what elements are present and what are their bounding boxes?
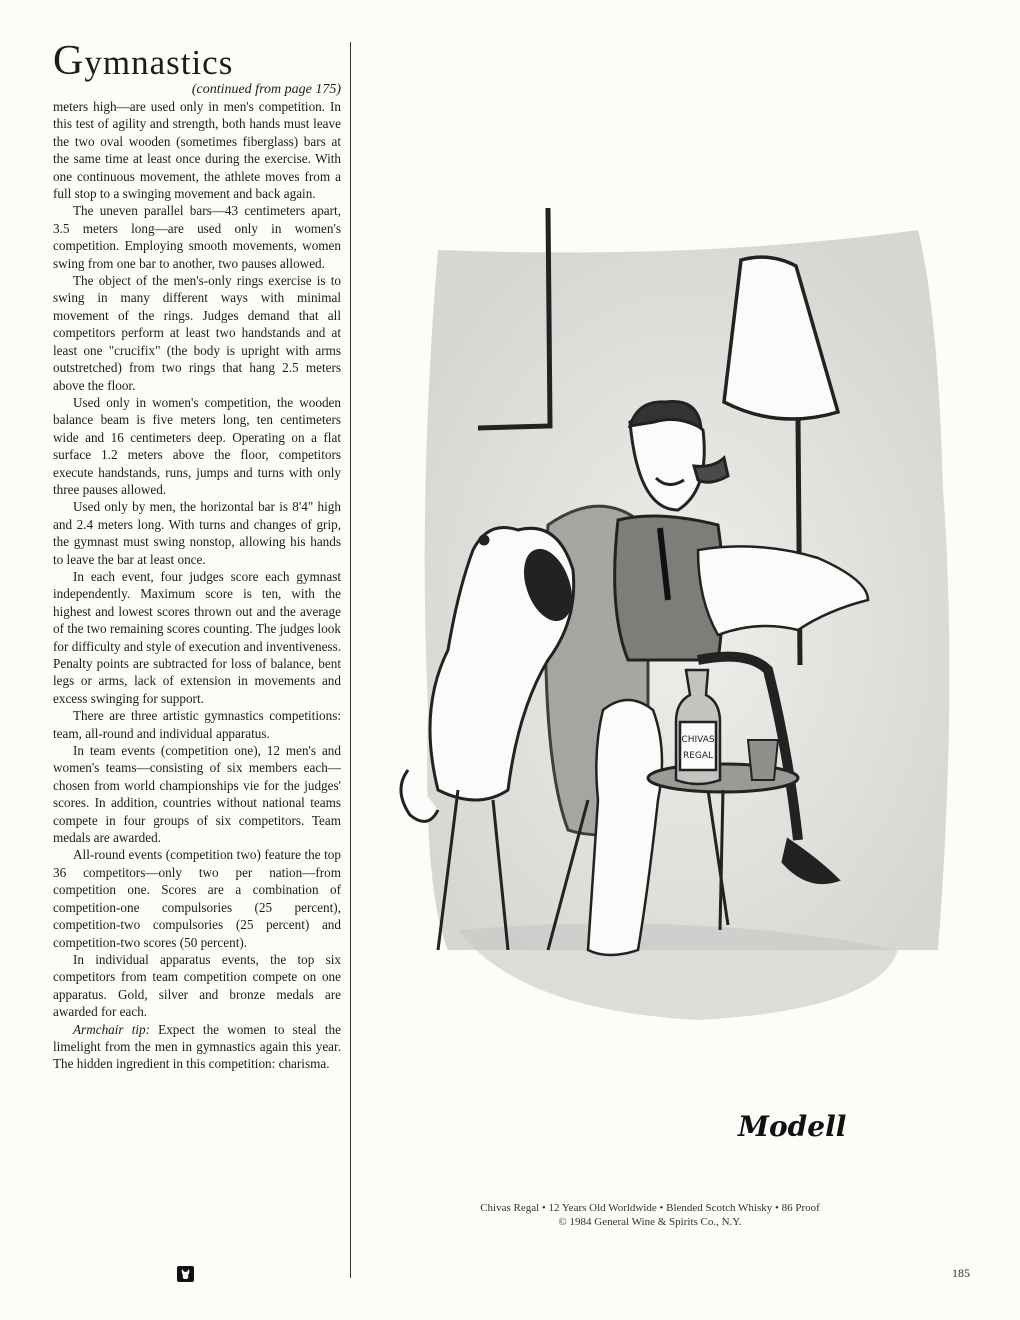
paragraph: In team events (competition one), 12 men's and women's teams—consisting of six members each—chosen from world championships vie for the judges' scores. In addition, countries without national teams compete in four groups of six competitors. Team medals are awarded. <box>53 743 341 846</box>
caption-line: Chivas Regal • 12 Years Old Worldwide • Blended Scotch Whisky • 86 Proof <box>480 1202 820 1214</box>
armchair-tip-paragraph <box>53 1021 341 1073</box>
artist-signature: Modell <box>738 1110 847 1143</box>
paragraph: All-round events (competition two) feature the top 36 competitors—only two per nation—from competition one. Scores are a combination of competition-one compulsories (25 percent), competition-two compulsories (25 percent) and competition-two scores (50 percent). <box>53 847 341 950</box>
page-number: 185 <box>952 1266 970 1280</box>
paragraph: Used only by men, the horizontal bar is 8'4" high and 2.4 meters long. With turns and changes of grip, the gymnast must swing nonstop, allowing his hands to leave the bar at least once. <box>53 499 341 567</box>
paragraph: The uneven parallel bars—43 centimeters apart, 3.5 meters long—are used only in women's competition. Employing smooth movements, women swing from one bar to another, two pauses allowed. <box>53 203 341 271</box>
paragraph: meters high—are used only in men's competition. In this test of agility and strength, both hands must leave the two oval wooden (sometimes fiberglass) bars at the same time at least once during the exercise. With one continuous movement, the athlete moves from a full stop to a swinging movement and back again. <box>53 99 341 202</box>
article-title: Gymnastics <box>53 38 234 84</box>
paragraph: The object of the men's-only rings exercise is to swing in many different ways with minimal movement of the rings. Judges demand that all competitors perform at least two handstands and at least one "crucifix" (the body is upright with arms outstretched) from two rings that hang 2.5 meters above the floor. <box>53 273 341 393</box>
bottle-label-top: CHIVAS <box>681 735 715 745</box>
paragraph: In individual apparatus events, the top six competitors from team competition compete on one apparatus. Gold, silver and bronze medals are awarded for each. <box>53 951 341 1020</box>
copyright-line: © 1984 General Wine & Spirits Co., N.Y. <box>558 1216 742 1228</box>
paragraph: There are three artistic gymnastics competitions: team, all-round and individual apparatus. <box>53 708 341 741</box>
paragraph: In each event, four judges score each gymnast independently. Maximum score is ten, with the highest and lowest scores thrown out and the average of the two remaining scores counting. The judges look for difficulty and style of execution and inventiveness. Penalty points are subtracted for loss of balance, bent legs or arms, lack of extension in movements and excess swinging for support. <box>53 568 341 706</box>
bottle-label-bottom: REGAL <box>682 751 714 761</box>
article-body <box>53 98 341 1073</box>
continued-note: (continued from page 175) <box>191 82 341 97</box>
whisky-glass <box>748 740 778 780</box>
cartoon-illustration <box>398 190 973 1190</box>
ad-caption <box>430 1201 870 1229</box>
paragraph: Used only in women's competition, the wooden balance beam is five meters long, ten centimeters wide and 16 centimeters deep. Operating on a flat surface 1.2 meters above the floor, competitors execute handstands, runs, jumps and turns with only three pauses allowed. <box>53 394 341 497</box>
bunny-logo-icon <box>177 1266 194 1282</box>
armchair-tip-label: Armchair tip: <box>73 1021 151 1037</box>
armchair-tip-text: Expect the women to steal the limelight from the men in gymnastics again this year. The hidden ingredient in this competition: charisma. <box>53 1021 341 1072</box>
column-divider <box>350 42 351 1278</box>
article-column <box>53 38 341 1073</box>
